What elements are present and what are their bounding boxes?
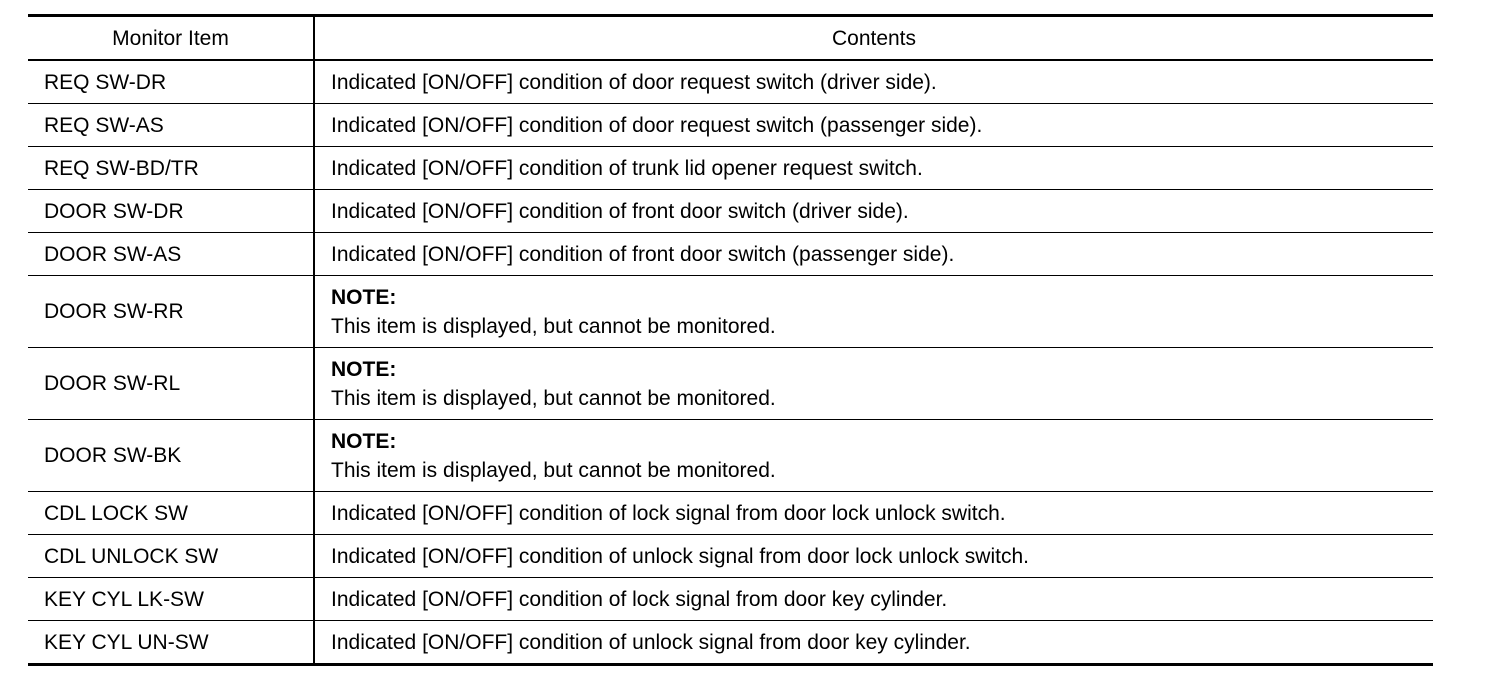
monitor-item-cell: KEY CYL UN-SW [44,630,209,654]
table-row [28,147,1433,190]
table-row [28,190,1433,233]
monitor-item-cell: CDL LOCK SW [28,492,314,535]
note-label: NOTE: [331,429,397,453]
monitor-item-cell: REQ SW-DR [28,60,314,104]
document-page [28,14,1433,666]
contents-cell [314,420,1433,492]
monitor-item-table [28,14,1433,666]
note-label: NOTE: [331,357,397,381]
table-row [28,420,1433,492]
note-text: This item is displayed, but cannot be monitored. [331,314,776,338]
contents-cell [314,276,1433,348]
contents-cell: Indicated [ON/OFF] condition of trunk lid opener request switch. [314,147,1433,190]
table-row [28,492,1433,535]
contents-cell: Indicated [ON/OFF] condition of lock signal from door key cylinder. [314,578,1433,621]
monitor-item-cell: DOOR SW-DR [28,190,314,233]
table-row [28,535,1433,578]
table-row [28,276,1433,348]
table-row [28,578,1433,621]
table-row [28,233,1433,276]
contents-cell: Indicated [ON/OFF] condition of unlock signal from door key cylinder. [314,621,1433,665]
table-body [28,60,1433,665]
contents-cell: Indicated [ON/OFF] condition of door request switch (passenger side). [314,104,1433,147]
monitor-item-cell: DOOR SW-AS [28,233,314,276]
table-row [28,60,1433,104]
table-row [28,621,1433,665]
table-header-row [28,16,1433,61]
contents-cell [314,348,1433,420]
note-text: This item is displayed, but cannot be monitored. [331,386,776,410]
monitor-item-cell: REQ SW-AS [28,104,314,147]
contents-cell: Indicated [ON/OFF] condition of lock signal from door lock unlock switch. [314,492,1433,535]
monitor-item-cell: DOOR SW-BK [28,420,314,492]
header-contents: Contents [314,16,1433,61]
table-row [28,348,1433,420]
contents-cell: Indicated [ON/OFF] condition of front door switch (driver side). [314,190,1433,233]
monitor-item-cell: KEY CYL LK-SW [28,578,314,621]
contents-cell: Indicated [ON/OFF] condition of door request switch (driver side). [314,60,1433,104]
table-row [28,104,1433,147]
monitor-item-cell: DOOR SW-RR [28,276,314,348]
contents-cell: Indicated [ON/OFF] condition of front door switch (passenger side). [314,233,1433,276]
monitor-item-cell: DOOR SW-RL [28,348,314,420]
contents-cell: Indicated [ON/OFF] condition of unlock signal from door lock unlock switch. [314,535,1433,578]
note-label: NOTE: [331,285,397,309]
note-text: This item is displayed, but cannot be monitored. [331,458,776,482]
monitor-item-cell: REQ SW-BD/TR [28,147,314,190]
monitor-item-cell: CDL UNLOCK SW [28,535,314,578]
header-monitor-item: Monitor Item [28,16,314,61]
